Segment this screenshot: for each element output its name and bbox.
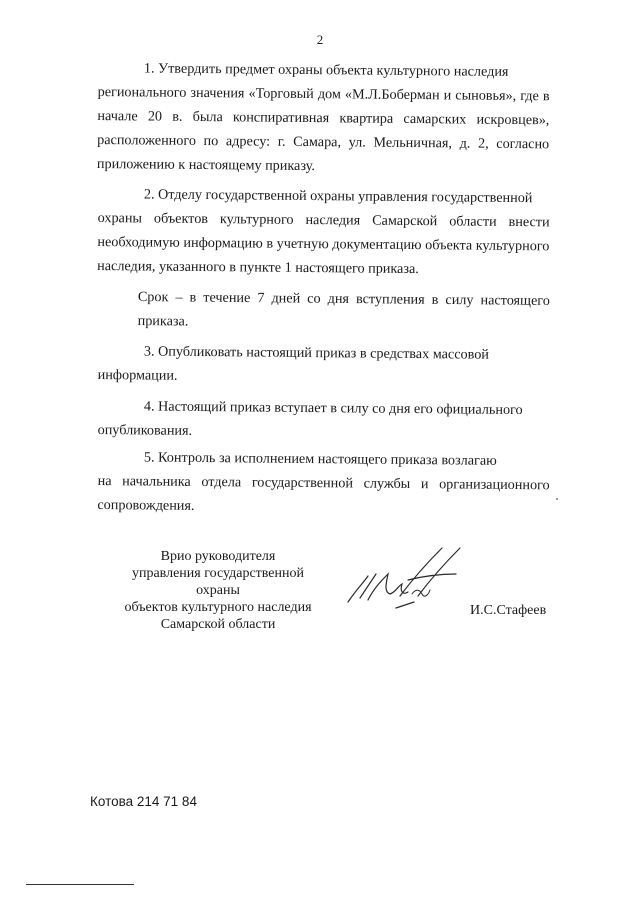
paragraph-2 [97, 182, 550, 282]
paragraph-5 [97, 445, 550, 521]
footer-line [26, 884, 134, 885]
signatory-title-line-2: управления государственной охраны [131, 566, 305, 598]
paragraph-3 [98, 339, 550, 391]
paragraph-2-text: охраны объектов культурного наследия Самарской области внести необходимую информацию в учетную документацию объекта культурного наследия, указанного в пункте 1 настоящего приказа. [97, 209, 550, 278]
signer-name: И.С.Стафеев [470, 603, 547, 618]
paragraph-1-text: регионального значения «Торговый дом «М.Л.Боберман и сыновья», где в начале 20 в. была конспиративная квартира самарских искровцев», расположенного по адресу: г. Самара, ул. Мельничная, д. 2, согласно приложению к настоящему приказу. [96, 83, 550, 175]
executor-contact: Котова 214 71 84 [90, 794, 197, 809]
signatory-title-line-1: Врио руководителя [160, 549, 276, 564]
deadline-paragraph: Срок – в течение 7 дней со дня вступления в силу настоящего приказа. [137, 288, 550, 330]
paragraph-5-text: на начальника отдела государственной службы и организационного сопровождения. [97, 472, 550, 514]
paragraph-5-first-line: 5. Контроль за исполнением настоящего приказа возлагаю [143, 449, 497, 469]
signatory-title-line-4: Самарской области [160, 617, 276, 632]
paragraph-1-first-line: 1. Утвердить предмет охраны объекта культурного наследия [143, 60, 509, 80]
paragraph-2-first-line: 2. Отделу государственной охраны управления государственной [143, 186, 533, 207]
paragraph-3-first-line: 3. Опубликовать настоящий приказ в средствах массовой [143, 343, 490, 363]
margin-dot [556, 498, 558, 500]
paragraph-3-text: информации. [97, 366, 178, 384]
handwritten-signature [338, 540, 468, 620]
paragraph-4 [98, 394, 550, 446]
signatory-title-line-3: объектов культурного наследия [124, 600, 312, 615]
signatory-title [110, 548, 326, 633]
paragraph-4-first-line: 4. Настоящий приказ вступает в силу со дня его официального [143, 398, 523, 419]
paragraph-1 [97, 56, 550, 180]
paragraph-4-text: опубликования. [97, 421, 193, 439]
page-number: 2 [316, 32, 324, 47]
